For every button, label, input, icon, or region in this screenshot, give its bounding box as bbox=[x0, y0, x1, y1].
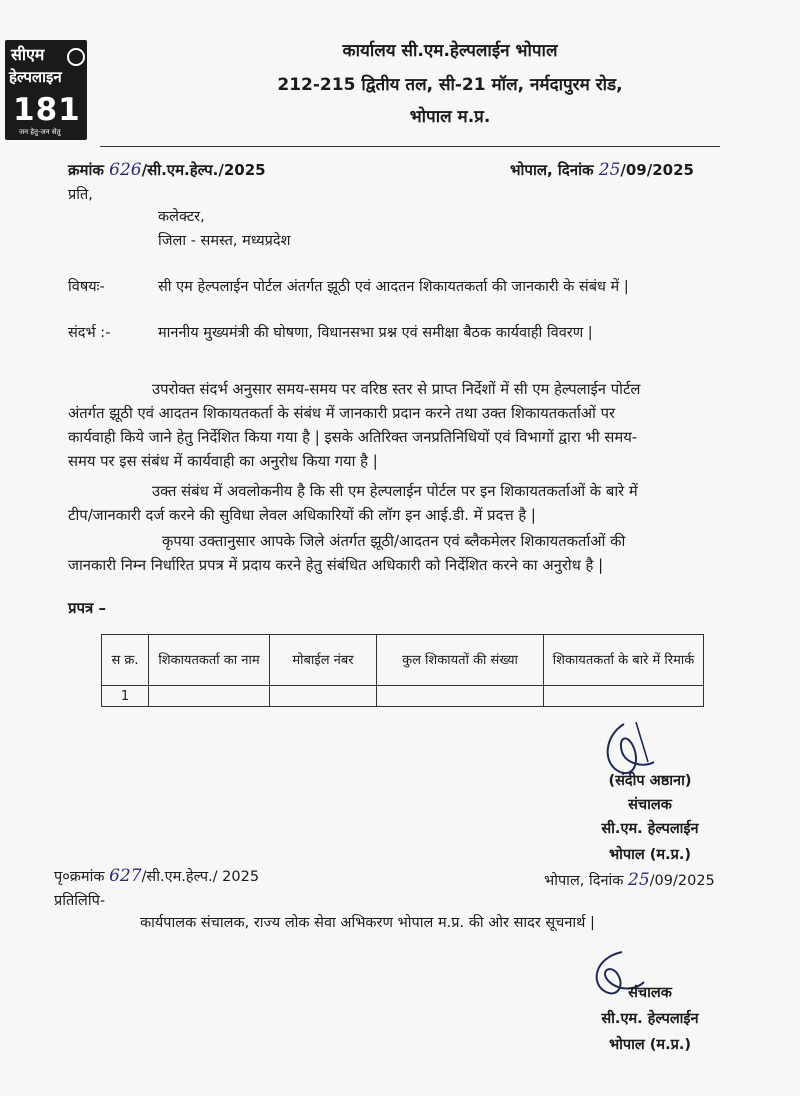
recipient-name: कलेक्टर, bbox=[158, 209, 205, 225]
table-cell bbox=[544, 686, 704, 707]
table-cell bbox=[377, 686, 544, 707]
director-place-2: भोपाल (म.प्र.) bbox=[608, 1037, 691, 1053]
copy-label: प्रतिलिपि- bbox=[54, 893, 106, 909]
table-cell: 1 bbox=[102, 686, 149, 707]
para2-line1: उक्त संबंध में अवलोकनीय है कि सी एम हेल्पलाईन पोर्टल पर इन शिकायतकर्ताओं के बारे में bbox=[152, 483, 638, 500]
col-total-complaints: कुल शिकायतों की संख्या bbox=[377, 635, 544, 686]
para3-line1: कृपया उक्तानुसार आपके जिले अंतर्गत झूठी/आदतन एवं ब्लैकमेलर शिकायतकर्ताओं की bbox=[162, 533, 626, 550]
letter-number bbox=[68, 160, 266, 180]
context-text: माननीय मुख्यमंत्री की घोषणा, विधानसभा प्रश्न एवं समीक्षा बैठक कार्यवाही विवरण | bbox=[158, 325, 593, 341]
cm-helpline-logo bbox=[5, 40, 87, 140]
logo-tagline: जन हेतु-जन सेतु bbox=[19, 128, 61, 136]
copy-text: कार्यपालक संचालक, राज्य लोक सेवा अभिकरण भोपाल म.प्र. की ओर सादर सूचनार्थ | bbox=[140, 915, 595, 931]
director-title-2: संचालक bbox=[628, 985, 672, 1001]
director-place: भोपाल (म.प्र.) bbox=[608, 847, 691, 863]
letter-date-rest: /09/2025 bbox=[620, 161, 694, 179]
para2-line2: टीप/जानकारी दर्ज करने की सुविधा लेवल अधिकारियों की लॉग इन आई.डी. में प्रदत्त है | bbox=[68, 507, 536, 524]
endorsement-date bbox=[544, 870, 715, 890]
para1-line2: अंतर्गत झूठी एवं आदतन शिकायतकर्ता के संबंध में जानकारी प्रदान करने तथा उक्त शिकायतकर्ताओं पर bbox=[68, 405, 616, 422]
col-remarks: शिकायतकर्ता के बारे में रिमार्क bbox=[544, 635, 704, 686]
col-serial: स क्र. bbox=[102, 635, 149, 686]
table-header-row bbox=[102, 635, 704, 686]
col-name: शिकायतकर्ता का नाम bbox=[149, 635, 270, 686]
endorsement-number-suffix: /सी.एम.हेल्प./ 2025 bbox=[141, 869, 260, 885]
emblem-icon bbox=[67, 48, 85, 66]
office-city: भोपाल म.प्र. bbox=[409, 107, 491, 127]
letter-date-day: 25 bbox=[598, 160, 621, 180]
director-name: (संदीप अष्ठाना) bbox=[608, 773, 692, 789]
endorsement-date-day: 25 bbox=[628, 870, 650, 890]
recipient-to: प्रति, bbox=[68, 187, 93, 203]
subject-label: विषयः- bbox=[68, 279, 105, 295]
table-cell bbox=[149, 686, 270, 707]
para1-line4: समय पर इस संबंध में कार्यवाही का अनुरोध किया गया है | bbox=[68, 453, 378, 470]
endorsement-number-prefix: पृ०क्रमांक bbox=[54, 869, 105, 885]
col-mobile: मोबाईल नंबर bbox=[270, 635, 377, 686]
letter-number-prefix: क्रमांक bbox=[68, 161, 104, 179]
endorsement-number bbox=[54, 866, 259, 886]
table-row bbox=[102, 686, 704, 707]
letter-date bbox=[510, 160, 694, 180]
endorsement-date-prefix: भोपाल, दिनांक bbox=[544, 873, 624, 889]
office-name: कार्यालय सी.एम.हेल्पलाईन भोपाल bbox=[342, 41, 558, 61]
form-label: प्रपत्र – bbox=[68, 599, 107, 617]
complainant-form-table bbox=[101, 634, 704, 707]
logo-number: 181 bbox=[13, 92, 81, 128]
recipient-district: जिला - समस्त, मध्यप्रदेश bbox=[158, 233, 291, 249]
letter-number-value: 626 bbox=[109, 160, 142, 180]
table-cell bbox=[270, 686, 377, 707]
director-title: संचालक bbox=[628, 797, 672, 813]
director-org: सी.एम. हेल्पलाईन bbox=[601, 821, 699, 837]
endorsement-date-rest: /09/2025 bbox=[649, 873, 715, 889]
office-address: 212-215 द्वितीय तल, सी-21 मॉल, नर्मदापुरम रोड, bbox=[277, 75, 623, 95]
director-org-2: सी.एम. हेल्पलाईन bbox=[601, 1011, 699, 1027]
letter-number-suffix: /सी.एम.हेल्प./2025 bbox=[141, 161, 266, 179]
para1-line1: उपरोक्त संदर्भ अनुसार समय-समय पर वरिष्ठ स्तर से प्राप्त निर्देशों में सी एम हेल्पलाईन पोर्टल bbox=[152, 381, 641, 398]
para3-line2: जानकारी निम्न निर्धारित प्रपत्र में प्रदाय करने हेतु संबंधित अधिकारी को निर्देशित करने का अनुरोध है | bbox=[68, 557, 604, 574]
header-divider bbox=[100, 146, 720, 147]
para1-line3: कार्यवाही किये जाने हेतु निर्देशित किया गया है | इसके अतिरिक्त जनप्रतिनिधियों एवं विभागों द्वारा भी समय- bbox=[68, 429, 638, 446]
subject-text: सी एम हेल्पलाईन पोर्टल अंतर्गत झूठी एवं आदतन शिकायतकर्ता की जानकारी के संबंध में | bbox=[158, 279, 629, 295]
context-label: संदर्भ :- bbox=[68, 325, 111, 341]
logo-line2: हेल्पलाइन bbox=[9, 68, 62, 86]
logo-line1: सीएम bbox=[11, 45, 45, 64]
letter-date-prefix: भोपाल, दिनांक bbox=[510, 161, 594, 179]
endorsement-number-value: 627 bbox=[109, 866, 142, 886]
